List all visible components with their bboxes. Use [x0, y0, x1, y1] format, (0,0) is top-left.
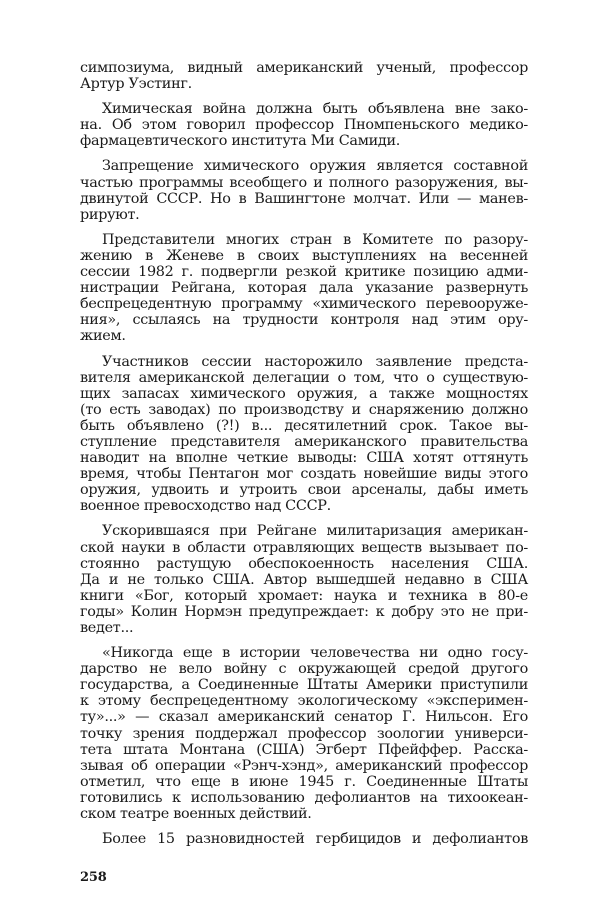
text-line: ской науки в области отравляющих веществ вызывает по-	[80, 539, 528, 556]
text-line: государства, а Соединенные Штаты Америки приступили	[80, 677, 528, 694]
paragraph	[80, 354, 528, 515]
paragraph	[80, 645, 528, 822]
paragraph	[80, 232, 528, 345]
text-line: Химическая война должна быть объявлена вне зако-	[102, 101, 528, 118]
text-line: быть объявлено (?!) в... десятилетний срок. Такое вы-	[80, 417, 528, 434]
text-line: точку зрения поддержал профессор зоологии универси-	[80, 725, 528, 742]
text-line: ском театре военных действий.	[80, 806, 312, 823]
text-line: годы» Колин Нормэн предупреждает: к добру это не при-	[80, 603, 528, 620]
text-line: рируют.	[80, 206, 140, 223]
text-line: «Никогда еще в истории человечества ни одно госу-	[102, 645, 528, 662]
text-line: фармацевтического института Ми Самиди.	[80, 133, 401, 150]
text-line: тета штата Монтана (США) Эгберт Пфейффер. Расска-	[80, 741, 528, 758]
text-line: сессии 1982 г. подвергли резкой критике позицию адми-	[80, 264, 528, 281]
text-line: Артур Уэстинг.	[80, 76, 192, 93]
text-line: двинутой СССР. Но в Вашингтоне молчат. Или — манев-	[80, 190, 528, 207]
text-line: Ускорившаяся при Рейгане милитаризация американ-	[102, 523, 528, 540]
page-number: 258	[80, 870, 107, 885]
text-line: (то есть заводах) по производству и снаряжению должно	[80, 401, 528, 418]
text-line: беспрецедентную программу «химического перевооруже-	[80, 296, 528, 313]
text-line: книги «Бог, который хромает: наука и техника в 80-е	[80, 587, 528, 604]
text-line: стоянно растущую обеспокоенность населения США.	[80, 555, 528, 572]
text-line: ступление представителя американского правительства	[80, 433, 528, 450]
text-line: Более 15 разновидностей гербицидов и дефолиантов	[102, 831, 528, 848]
text-line: ту»...» — сказал американский сенатор Г. Нильсон. Его	[80, 709, 528, 726]
text-line: к этому беспрецедентному экологическому «эксперимен-	[80, 693, 528, 710]
paragraph	[80, 523, 528, 636]
text-line: на. Об этом говорил профессор Пномпеньского медико-	[80, 117, 528, 134]
text-line: Да и не только США. Автор вышедшей недавно в США	[80, 571, 528, 588]
body-text	[80, 60, 528, 856]
text-line: ния», ссылаясь на трудности контроля над этим ору-	[80, 312, 528, 329]
text-line: жению в Женеве в своих выступлениях на весенней	[80, 247, 528, 264]
text-line: дарство не вело войну с окружающей средой другого	[80, 661, 528, 678]
text-line: щих запасах химического оружия, а также мощностях	[80, 385, 528, 402]
text-line: вителя американской делегации о том, что о существую-	[80, 369, 528, 386]
text-line: наводит на вполне четкие выводы: США хотят оттянуть	[80, 450, 528, 467]
text-line: Запрещение химического оружия является составной	[102, 158, 528, 175]
text-line: ведет...	[80, 620, 134, 636]
text-line: жием.	[80, 328, 126, 345]
text-line: готовились к использованию дефолиантов на тихоокеан-	[80, 789, 528, 806]
paragraph	[80, 158, 528, 222]
paragraph	[80, 101, 528, 149]
text-line: Представители многих стран в Комитете по разору-	[102, 231, 528, 248]
text-line: Участников сессии насторожило заявление предста-	[102, 353, 528, 370]
text-line: время, чтобы Пентагон мог создать новейшие виды этого	[80, 466, 528, 483]
text-line: военное превосходство над СССР.	[80, 498, 331, 515]
text-line: нистрации Рейгана, которая дала указание развернуть	[80, 280, 528, 297]
text-line: отметил, что еще в июне 1945 г. Соединенные Штаты	[80, 773, 528, 790]
text-line: оружия, удвоить и утроить свои арсеналы, дабы иметь	[80, 482, 528, 499]
text-line: частью программы всеобщего и полного разоружения, вы-	[80, 174, 528, 191]
text-line: симпозиума, видный американский ученый, профессор	[80, 60, 528, 76]
paragraph	[80, 831, 528, 847]
paragraph	[80, 60, 528, 92]
text-line: зывая об операции «Рэнч-хэнд», американский профессор	[80, 757, 528, 774]
